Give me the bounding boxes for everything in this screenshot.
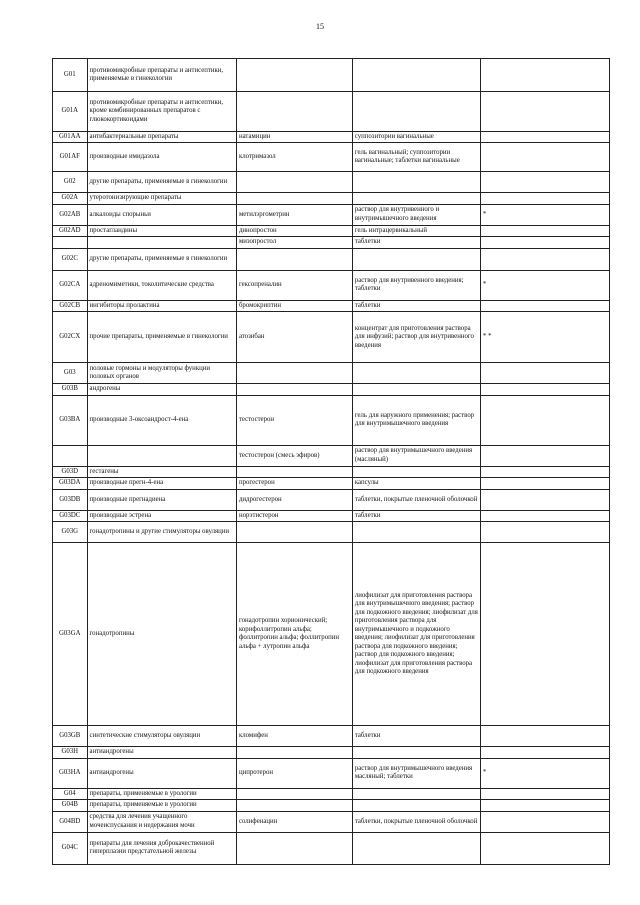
atc-code-cell: G03H (53, 747, 88, 758)
mark-cell (480, 543, 609, 726)
drug-name-cell (236, 384, 352, 395)
dosage-form-cell: лиофилизат для приготовления раствора для внутримышечного введения; раствор для подкожного введения; лиофилизат для приготовления раствора для внутримышечного и подкожного введения; лиофилизат для приготовления раствора для подкожного введения; раствор для подкожного введения; лиофилизат для приготовления раствора для подкожного введения (352, 543, 480, 726)
group-name-cell: другие препараты, применяемые в гинекологии (87, 248, 236, 270)
dosage-form-cell (352, 832, 480, 864)
table-row (53, 800, 610, 811)
mark-cell (480, 832, 609, 864)
group-name-cell: гонадотропины (87, 543, 236, 726)
mark-cell (480, 193, 609, 204)
atc-code-cell: G03GA (53, 543, 88, 726)
dosage-form-cell: капсулы (352, 478, 480, 489)
mark-cell (480, 811, 609, 832)
mark-cell (480, 747, 609, 758)
table-row (53, 811, 610, 832)
group-name-cell: половые гормоны и модуляторы функции половых органов (87, 363, 236, 384)
dosage-form-cell: раствор для внутривенного и внутримышечного введения (352, 204, 480, 225)
dosage-form-cell: таблетки, покрытые пленочной оболочкой (352, 489, 480, 510)
drug-name-cell: гонадотропин хорионический; корифоллитропин альфа; фоллитропин альфа; фоллитропин альфа + лутропин альфа (236, 543, 352, 726)
atc-code-cell: G01 (53, 59, 88, 92)
group-name-cell: препараты для лечения доброкачественной гиперплазии предстательной железы (87, 832, 236, 864)
atc-code-cell: G02CX (53, 312, 88, 363)
dosage-form-cell (352, 522, 480, 543)
mark-cell (480, 363, 609, 384)
mark-cell: * * (480, 312, 609, 363)
drug-name-cell (236, 59, 352, 92)
group-name-cell: антиандрогены (87, 758, 236, 788)
drug-name-cell (236, 747, 352, 758)
mark-cell: * (480, 270, 609, 300)
mark-cell (480, 489, 609, 510)
table-row (53, 59, 610, 92)
atc-code-cell: G02AB (53, 204, 88, 225)
dosage-form-cell: раствор для внутривенного введения; таблетки (352, 270, 480, 300)
dosage-form-cell (352, 248, 480, 270)
atc-code-cell: G03BA (53, 395, 88, 445)
atc-code-cell: G02 (53, 172, 88, 193)
drug-name-cell: атозибан (236, 312, 352, 363)
mark-cell: * (480, 758, 609, 788)
mark-cell (480, 466, 609, 477)
atc-code-cell: G02AD (53, 225, 88, 236)
mark-cell (480, 92, 609, 132)
atc-code-cell: G01AA (53, 132, 88, 143)
dosage-form-cell (352, 59, 480, 92)
table-row (53, 466, 610, 477)
group-name-cell: препараты, применяемые в урологии (87, 800, 236, 811)
drug-name-cell: прогестерон (236, 478, 352, 489)
dosage-form-cell (352, 92, 480, 132)
table-row (53, 204, 610, 225)
table-row (53, 312, 610, 363)
mark-cell (480, 445, 609, 466)
table-row (53, 172, 610, 193)
dosage-form-cell (352, 172, 480, 193)
table-row (53, 788, 610, 799)
drug-name-cell (236, 363, 352, 384)
drug-name-cell: солифенацин (236, 811, 352, 832)
atc-code-cell: G03DB (53, 489, 88, 510)
dosage-form-cell: гель для наружного применения; раствор для внутримышечного введения (352, 395, 480, 445)
table-row (53, 270, 610, 300)
dosage-form-cell: таблетки (352, 726, 480, 747)
atc-code-cell: G03HA (53, 758, 88, 788)
dosage-form-cell: суппозитории вагинальные (352, 132, 480, 143)
group-name-cell: адреномиметики, токолитические средства (87, 270, 236, 300)
dosage-form-cell (352, 788, 480, 799)
atc-code-cell: G04B (53, 800, 88, 811)
atc-code-cell (53, 237, 88, 248)
mark-cell (480, 478, 609, 489)
dosage-form-cell (352, 466, 480, 477)
dosage-form-cell: таблетки (352, 300, 480, 311)
table-row (53, 193, 610, 204)
dosage-form-cell: таблетки (352, 237, 480, 248)
group-name-cell: простагландины (87, 225, 236, 236)
mark-cell (480, 225, 609, 236)
group-name-cell (87, 445, 236, 466)
dosage-form-cell: концентрат для приготовления раствора для инфузий; раствор для внутривенного введения (352, 312, 480, 363)
drug-name-cell: гексопреналин (236, 270, 352, 300)
group-name-cell: другие препараты, применяемые в гинекологии (87, 172, 236, 193)
table-row (53, 395, 610, 445)
group-name-cell: производные прегн-4-ена (87, 478, 236, 489)
drug-name-cell: ципротерон (236, 758, 352, 788)
mark-cell (480, 726, 609, 747)
mark-cell (480, 143, 609, 172)
table-row (53, 543, 610, 726)
table-row (53, 384, 610, 395)
table-row (53, 758, 610, 788)
atc-code-cell: G03D (53, 466, 88, 477)
atc-code-cell: G02C (53, 248, 88, 270)
atc-code-cell: G01A (53, 92, 88, 132)
atc-code-cell: G03DA (53, 478, 88, 489)
table-row (53, 363, 610, 384)
dosage-form-cell: таблетки, покрытые пленочной оболочкой (352, 811, 480, 832)
dosage-form-cell (352, 747, 480, 758)
drug-name-cell (236, 800, 352, 811)
mark-cell (480, 300, 609, 311)
drug-table (52, 58, 610, 865)
page-number: 15 (316, 22, 324, 31)
dosage-form-cell: гель вагинальный; суппозитории вагинальные; таблетки вагинальные (352, 143, 480, 172)
table-row (53, 300, 610, 311)
group-name-cell: производные 3-оксоандрост-4-ена (87, 395, 236, 445)
table-row (53, 445, 610, 466)
group-name-cell: гестагены (87, 466, 236, 477)
atc-code-cell: G02CA (53, 270, 88, 300)
atc-code-cell: G01AF (53, 143, 88, 172)
table-row (53, 478, 610, 489)
drug-name-cell: тестостерон (236, 395, 352, 445)
atc-code-cell: G03DC (53, 510, 88, 521)
group-name-cell: антибактериальные препараты (87, 132, 236, 143)
table-row (53, 510, 610, 521)
mark-cell (480, 788, 609, 799)
table-row (53, 522, 610, 543)
group-name-cell: препараты, применяемые в урологии (87, 788, 236, 799)
mark-cell (480, 237, 609, 248)
drug-name-cell (236, 193, 352, 204)
table-row (53, 726, 610, 747)
group-name-cell: андрогены (87, 384, 236, 395)
table-row (53, 248, 610, 270)
dosage-form-cell: гель интрацервикальный (352, 225, 480, 236)
group-name-cell: утеротонизирующие препараты (87, 193, 236, 204)
table-row (53, 832, 610, 864)
dosage-form-cell: раствор для внутримышечного введения (масляный) (352, 445, 480, 466)
group-name-cell: противомикробные препараты и антисептики, кроме комбинированных препаратов с глюкокортикоидами (87, 92, 236, 132)
mark-cell (480, 248, 609, 270)
drug-name-cell: натамицин (236, 132, 352, 143)
group-name-cell (87, 237, 236, 248)
table-row (53, 92, 610, 132)
group-name-cell: противомикробные препараты и антисептики, применяемые в гинекологии (87, 59, 236, 92)
drug-name-cell: норэтистерон (236, 510, 352, 521)
group-name-cell: антиандрогены (87, 747, 236, 758)
dosage-form-cell: раствор для внутримышечного введения масляный; таблетки (352, 758, 480, 788)
drug-name-cell: дидрогестерон (236, 489, 352, 510)
mark-cell: * (480, 204, 609, 225)
drug-name-cell (236, 172, 352, 193)
table-row (53, 132, 610, 143)
group-name-cell: прочие препараты, применяемые в гинекологии (87, 312, 236, 363)
mark-cell (480, 522, 609, 543)
drug-name-cell: мизопростол (236, 237, 352, 248)
drug-name-cell: тестостерон (смесь эфиров) (236, 445, 352, 466)
group-name-cell: синтетические стимуляторы овуляции (87, 726, 236, 747)
atc-code-cell: G04 (53, 788, 88, 799)
group-name-cell: производные имидазола (87, 143, 236, 172)
mark-cell (480, 800, 609, 811)
dosage-form-cell (352, 384, 480, 395)
drug-name-cell: бромокриптин (236, 300, 352, 311)
dosage-form-cell (352, 193, 480, 204)
atc-code-cell: G04C (53, 832, 88, 864)
table-row (53, 143, 610, 172)
drug-name-cell: метилэргометрин (236, 204, 352, 225)
atc-code-cell (53, 445, 88, 466)
drug-name-cell: клотримазол (236, 143, 352, 172)
dosage-form-cell (352, 800, 480, 811)
drug-name-cell: динопростон (236, 225, 352, 236)
table-row (53, 489, 610, 510)
table-row (53, 225, 610, 236)
atc-code-cell: G03G (53, 522, 88, 543)
drug-name-cell (236, 522, 352, 543)
atc-code-cell: G04BD (53, 811, 88, 832)
dosage-form-cell (352, 363, 480, 384)
mark-cell (480, 132, 609, 143)
atc-code-cell: G03 (53, 363, 88, 384)
atc-code-cell: G02CB (53, 300, 88, 311)
atc-code-cell: G02A (53, 193, 88, 204)
group-name-cell: алкалоиды спорыньи (87, 204, 236, 225)
group-name-cell: ингибиторы пролактина (87, 300, 236, 311)
drug-name-cell (236, 788, 352, 799)
mark-cell (480, 395, 609, 445)
drug-name-cell: кломифен (236, 726, 352, 747)
dosage-form-cell: таблетки (352, 510, 480, 521)
drug-name-cell (236, 248, 352, 270)
group-name-cell: производные прегнадиена (87, 489, 236, 510)
group-name-cell: гонадотропины и другие стимуляторы овуляции (87, 522, 236, 543)
table-row (53, 747, 610, 758)
mark-cell (480, 59, 609, 92)
drug-name-cell (236, 92, 352, 132)
group-name-cell: средства для лечения учащенного мочеиспускания и недержания мочи (87, 811, 236, 832)
group-name-cell: производные эстрена (87, 510, 236, 521)
drug-name-cell (236, 466, 352, 477)
atc-code-cell: G03GB (53, 726, 88, 747)
mark-cell (480, 384, 609, 395)
mark-cell (480, 172, 609, 193)
table-row (53, 237, 610, 248)
drug-name-cell (236, 832, 352, 864)
atc-code-cell: G03B (53, 384, 88, 395)
mark-cell (480, 510, 609, 521)
